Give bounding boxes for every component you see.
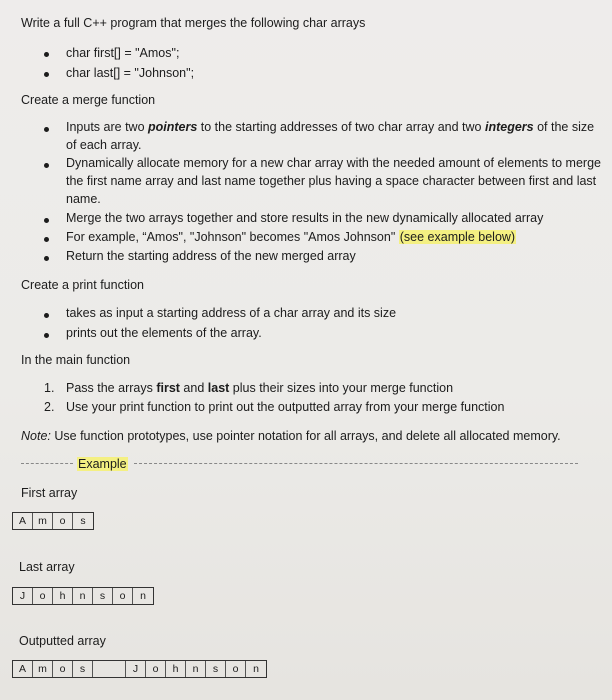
array-cell: o (146, 661, 166, 677)
note-line: Note: Use function prototypes, use pointer notation for all arrays, and delete all allocated memory. (21, 429, 561, 443)
array-cell: o (33, 588, 53, 604)
last-array-label: Last array (19, 560, 75, 574)
bullet (44, 52, 49, 57)
bullet (44, 163, 49, 168)
main-item-pass: Pass the arrays first and last plus their sizes into your merge function (66, 381, 454, 395)
output-array-label: Outputted array (19, 634, 106, 648)
bullet (44, 256, 49, 261)
output-array-boxes (12, 660, 267, 678)
array-cell: J (126, 661, 146, 677)
array-cell: o (53, 661, 73, 677)
bullet (44, 127, 49, 132)
array-cell: o (53, 513, 73, 529)
array-cell: h (166, 661, 186, 677)
assignment-title: Write a full C++ program that merges the following char arrays (21, 16, 366, 30)
last-array-boxes (12, 587, 154, 605)
array-cell: n (140, 590, 146, 602)
divider (134, 463, 578, 464)
merge-bullet-inputs: Inputs are two pointers to the starting addresses of two char array and two integers of the size of each array. (66, 120, 595, 152)
array-cell: n (253, 663, 259, 675)
main-heading: In the main function (21, 353, 131, 367)
bullet (44, 333, 49, 338)
array-cell: s (93, 588, 113, 604)
array-cell: A (13, 661, 33, 677)
print-bullet-input: takes as input a starting address of a char array and its size (66, 306, 397, 320)
bullet (44, 313, 49, 318)
array-cell: m (33, 513, 53, 529)
main-item-print: Use your print function to print out the outputted array from your merge function (66, 400, 505, 414)
array-cell: n (186, 661, 206, 677)
array-cell: s (206, 661, 226, 677)
print-bullet-output: prints out the elements of the array. (66, 326, 262, 340)
merge-bullet-allocate: Dynamically allocate memory for a new char array with the needed amount of elements to merge the first name array and last name together plus having a space character between first and last name. (66, 156, 601, 206)
array-cell (93, 661, 126, 677)
array-cell: A (13, 513, 33, 529)
main-item-number: 1. (44, 381, 55, 395)
example-label: Example (78, 457, 127, 471)
bullet (44, 237, 49, 242)
array-cell: o (226, 661, 246, 677)
merge-bullet-return: Return the starting address of the new merged array (66, 249, 356, 263)
first-array-boxes (12, 512, 94, 530)
array-cell: o (113, 588, 133, 604)
divider (21, 463, 73, 464)
array-cell: m (33, 661, 53, 677)
bullet (44, 218, 49, 223)
main-item-number: 2. (44, 400, 55, 414)
array-last-decl: char last[] = "Johnson"; (66, 66, 195, 80)
array-first-decl: char first[] = "Amos"; (66, 46, 180, 60)
merge-bullet-merge: Merge the two arrays together and store results in the new dynamically allocated array (66, 211, 544, 225)
array-cell: s (80, 515, 86, 527)
bullet (44, 72, 49, 77)
merge-bullet-example: For example, “Amos", "Johnson" becomes "Amos Johnson" (see example below) (66, 230, 516, 244)
print-heading: Create a print function (21, 278, 144, 292)
array-cell: h (53, 588, 73, 604)
array-cell: s (73, 661, 93, 677)
merge-heading: Create a merge function (21, 93, 156, 107)
array-cell: n (73, 588, 93, 604)
array-cell: J (13, 588, 33, 604)
highlighted-note: (see example below) (399, 230, 516, 244)
first-array-label: First array (21, 486, 78, 500)
